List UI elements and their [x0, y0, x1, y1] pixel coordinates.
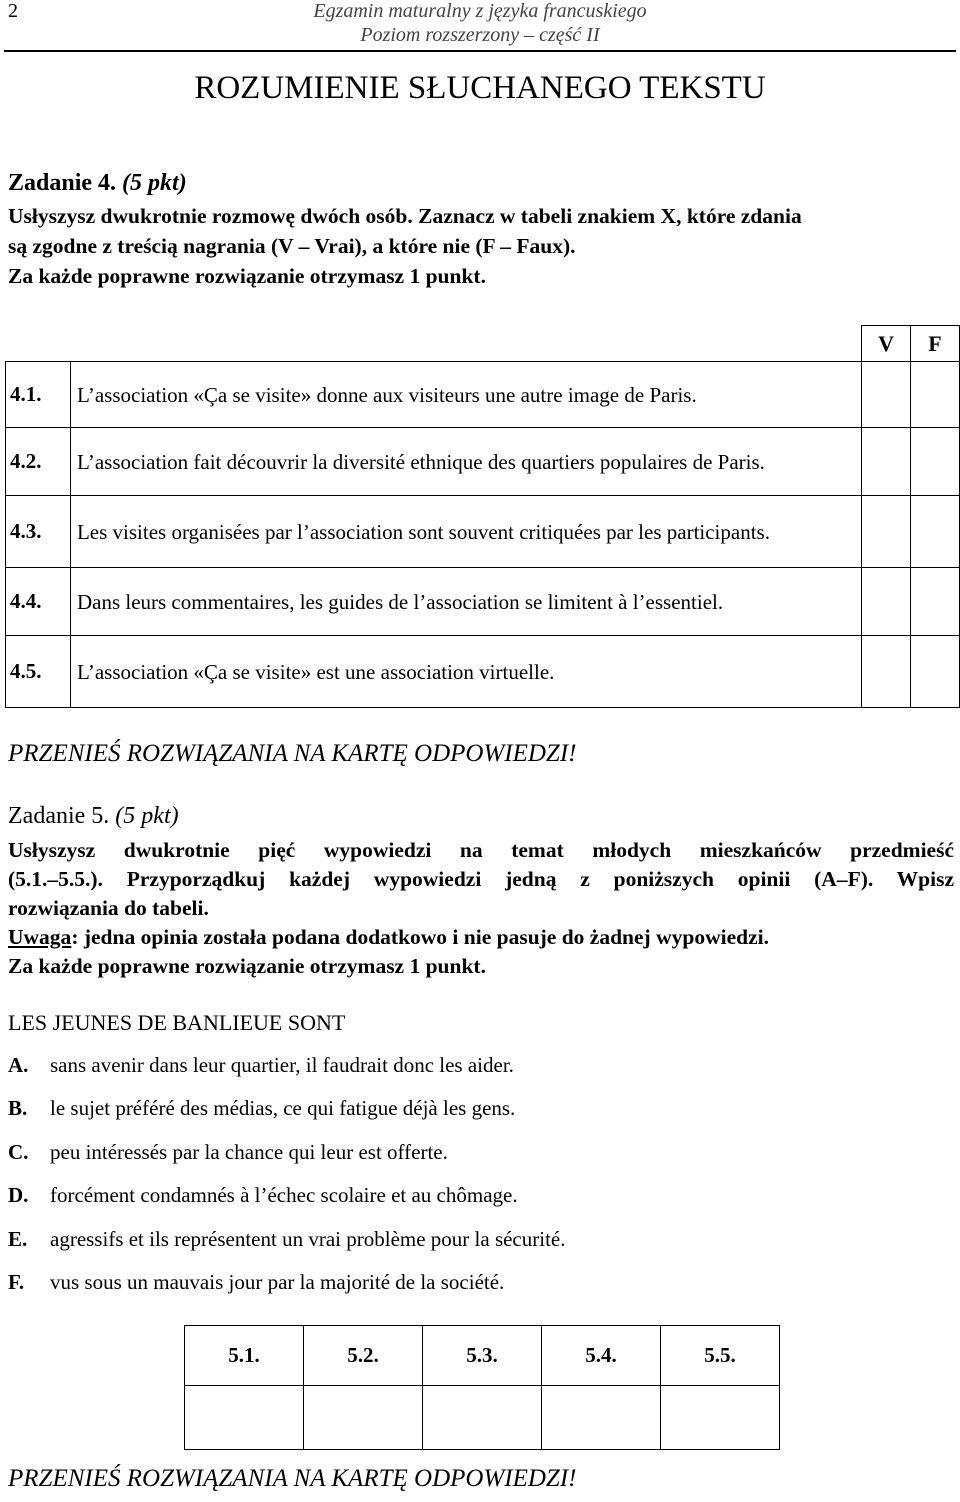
option-text: le sujet préféré des médias, ce qui fatigue déjà les gens. [50, 1096, 516, 1120]
answer-cell-f[interactable] [911, 428, 960, 496]
statement-number: 4.5. [6, 636, 71, 708]
table-row [6, 568, 960, 636]
table-row [6, 362, 960, 428]
answer-header: 5.2. [304, 1326, 423, 1386]
header-divider [4, 50, 956, 52]
option-key: B. [8, 1096, 28, 1120]
col-header-f: F [911, 326, 960, 362]
table-row [6, 496, 960, 568]
table-row [6, 636, 960, 708]
task5-instruction-1: Usłyszysz dwukrotnie pięć wypowiedzi na temat młodych mieszkańców przedmieść [8, 838, 954, 862]
option-text: vus sous un mauvais jour par la majorité de la société. [50, 1270, 505, 1294]
option-key: A. [8, 1053, 29, 1077]
task4-title-label: Zadanie 4. [8, 170, 117, 196]
option-key: E. [8, 1227, 28, 1251]
option-text: sans avenir dans leur quartier, il faudrait donc les aider. [50, 1053, 514, 1077]
answer-cell-v[interactable] [862, 428, 911, 496]
statement-text: Dans leurs commentaires, les guides de l’association se limitent à l’essentiel. [70, 568, 861, 636]
task4-instruction-1: Usłyszysz dwukrotnie rozmowę dwóch osób. Zaznacz w tabeli znakiem X, które zdania [8, 204, 802, 228]
task5-transfer-note: PRZENIEŚ ROZWIĄZANIA NA KARTĘ ODPOWIEDZI! [8, 1465, 577, 1492]
answer-header: 5.5. [661, 1326, 780, 1386]
list-item [8, 1270, 504, 1295]
task4-transfer-note: PRZENIEŚ ROZWIĄZANIA NA KARTĘ ODPOWIEDZI! [8, 740, 577, 767]
task5-note [8, 925, 769, 950]
answer-cell[interactable] [185, 1386, 304, 1450]
task4-points: (5 pkt) [122, 170, 187, 196]
statement-number: 4.2. [6, 428, 71, 496]
page-number: 2 [8, 0, 18, 22]
answer-cell-f[interactable] [911, 362, 960, 428]
answer-cell-v[interactable] [862, 568, 911, 636]
task5-note-text: : jedna opinia została podana dodatkowo i nie pasuje do żadnej wypowiedzi. [71, 925, 769, 949]
option-text: forcément condamnés à l’échec scolaire et au chômage. [50, 1183, 518, 1207]
answer-cell-v[interactable] [862, 496, 911, 568]
options-heading: LES JEUNES DE BANLIEUE SONT [8, 1010, 346, 1035]
answer-cell[interactable] [423, 1386, 542, 1450]
exam-title: Egzamin maturalny z języka francuskiego [313, 0, 647, 22]
answer-cell-f[interactable] [911, 496, 960, 568]
option-key: C. [8, 1140, 29, 1164]
exam-level: Poziom rozszerzony – część II [360, 24, 600, 46]
statement-text: L’association «Ça se visite» donne aux visiteurs une autre image de Paris. [70, 362, 861, 428]
task4-instruction-3: Za każde poprawne rozwiązanie otrzymasz 1 punkt. [8, 264, 486, 288]
statement-text: L’association «Ça se visite» est une association virtuelle. [70, 636, 861, 708]
statement-text: Les visites organisées par l’association sont souvent critiquées par les participants. [70, 496, 861, 568]
task5-title-label: Zadanie 5. [8, 803, 110, 829]
list-item [8, 1183, 518, 1208]
task5-note-label: Uwaga [8, 925, 72, 949]
answer-cell-f[interactable] [911, 568, 960, 636]
task4-table [5, 325, 960, 708]
list-item [8, 1227, 565, 1252]
answer-cell-v[interactable] [862, 362, 911, 428]
option-key: D. [8, 1183, 29, 1207]
section-title: ROZUMIENIE SŁUCHANEGO TEKSTU [194, 70, 766, 106]
answer-header: 5.1. [185, 1326, 304, 1386]
answer-cell[interactable] [304, 1386, 423, 1450]
answer-cell[interactable] [661, 1386, 780, 1450]
task5-answer-table [184, 1325, 780, 1450]
task5-instruction-3: rozwiązania do tabeli. [8, 896, 209, 920]
answer-cell-f[interactable] [911, 636, 960, 708]
option-text: agressifs et ils représentent un vrai problème pour la sécurité. [50, 1227, 566, 1251]
statement-number: 4.3. [6, 496, 71, 568]
statement-number: 4.4. [6, 568, 71, 636]
task4-title [8, 170, 187, 197]
task4-instruction-2: są zgodne z treścią nagrania (V – Vrai), a które nie (F – Faux). [8, 234, 576, 258]
answer-cell-v[interactable] [862, 636, 911, 708]
option-key: F. [8, 1270, 25, 1294]
option-text: peu intéressés par la chance qui leur est offerte. [50, 1140, 448, 1164]
statement-number: 4.1. [6, 362, 71, 428]
list-item [8, 1053, 514, 1078]
task5-points-line: Za każde poprawne rozwiązanie otrzymasz 1 punkt. [8, 954, 486, 978]
list-item [8, 1096, 515, 1121]
list-item [8, 1140, 448, 1165]
answer-header: 5.4. [542, 1326, 661, 1386]
statement-text: L’association fait découvrir la diversité ethnique des quartiers populaires de Paris. [70, 428, 861, 496]
task5-title [8, 803, 179, 830]
col-header-v: V [862, 326, 911, 362]
task5-points: (5 pkt) [115, 803, 179, 829]
table-row [6, 428, 960, 496]
answer-cell[interactable] [542, 1386, 661, 1450]
answer-header: 5.3. [423, 1326, 542, 1386]
task5-instruction-2: (5.1.–5.5.). Przyporządkuj każdej wypowiedzi jedną z poniższych opinii (A–F). Wpisz [8, 867, 954, 891]
